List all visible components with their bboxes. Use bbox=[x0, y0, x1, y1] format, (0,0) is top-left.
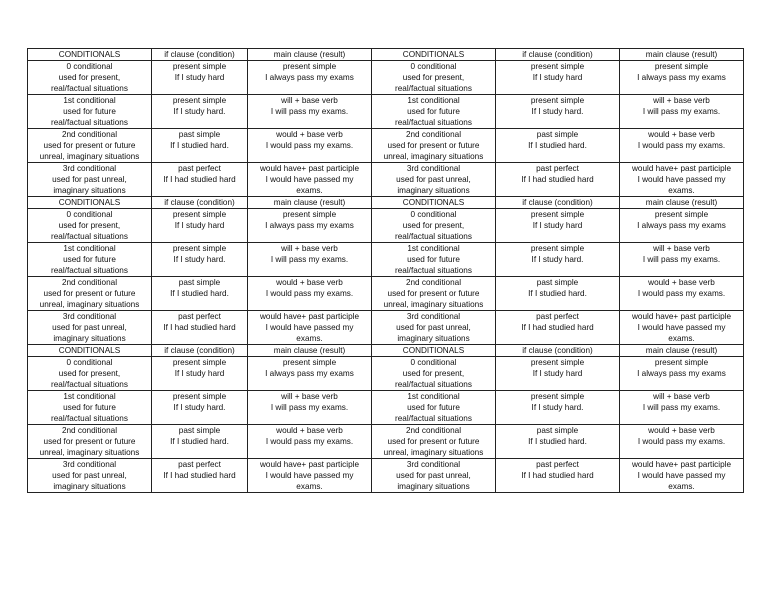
cell-text-line: If I studied hard. bbox=[170, 289, 229, 298]
cell-text-line: used for past unreal, bbox=[396, 175, 471, 184]
main-clause-cell bbox=[620, 95, 744, 129]
main-clause-cell bbox=[248, 163, 372, 197]
cell-text-line: I would have passed my bbox=[637, 323, 726, 332]
cell-text-line: used for present or future bbox=[43, 289, 136, 298]
cell-text-line: will + base verb bbox=[653, 392, 710, 401]
main-clause-cell bbox=[248, 311, 372, 345]
main-clause-cell bbox=[620, 425, 744, 459]
cell-text-line: present simple bbox=[172, 96, 227, 105]
main-clause-cell bbox=[248, 243, 372, 277]
cell-text-line: present simple bbox=[530, 62, 585, 71]
cell-text-line: present simple bbox=[654, 62, 709, 71]
cell-text-line: used for past unreal, bbox=[396, 323, 471, 332]
if-clause-cell bbox=[496, 163, 620, 197]
cell-text-line: unreal, imaginary situations bbox=[383, 300, 484, 309]
cell-text-line: used for present or future bbox=[387, 141, 480, 150]
cell-text-line: present simple bbox=[172, 244, 227, 253]
table-row bbox=[28, 243, 744, 277]
cell-text-line: would have+ past participle bbox=[632, 312, 731, 321]
cell-text-line: used for future bbox=[63, 255, 116, 264]
table-row bbox=[28, 311, 744, 345]
cell-text-line: past perfect bbox=[536, 164, 579, 173]
conditional-cell bbox=[372, 163, 496, 197]
cell-text-line: If I studied hard. bbox=[528, 141, 587, 150]
conditional-cell bbox=[372, 243, 496, 277]
if-clause-cell bbox=[152, 129, 248, 163]
cell-text-line: If I had studied hard bbox=[521, 175, 594, 184]
conditional-cell bbox=[28, 129, 152, 163]
if-clause-cell bbox=[496, 357, 620, 391]
cell-text-line: I will pass my exams. bbox=[270, 107, 349, 116]
cell-text-line: If I study hard. bbox=[173, 255, 226, 264]
cell-text-line: past simple bbox=[536, 130, 579, 139]
cell-text-line: 1st conditional bbox=[63, 96, 116, 105]
cell-text-line: exams. bbox=[668, 186, 695, 195]
cell-text-line: If I study hard bbox=[532, 369, 583, 378]
cell-text-line: I will pass my exams. bbox=[642, 107, 721, 116]
cell-text-line: If I had studied hard bbox=[163, 323, 236, 332]
if-clause-cell bbox=[152, 391, 248, 425]
cell-text-line: real/factual situations bbox=[395, 118, 472, 127]
cell-text-line: will + base verb bbox=[653, 244, 710, 253]
cell-text-line: will + base verb bbox=[281, 392, 338, 401]
if-clause-cell bbox=[496, 277, 620, 311]
cell-text-line: would + base verb bbox=[276, 426, 343, 435]
header-cell: CONDITIONALS bbox=[28, 345, 152, 357]
cell-text-line: I would pass my exams. bbox=[637, 289, 726, 298]
conditional-cell bbox=[28, 243, 152, 277]
table-row bbox=[28, 129, 744, 163]
cell-text-line: I will pass my exams. bbox=[642, 403, 721, 412]
cell-text-line: If I study hard bbox=[174, 73, 225, 82]
conditional-cell bbox=[28, 95, 152, 129]
header-cell: CONDITIONALS bbox=[28, 49, 152, 61]
cell-text-line: present simple bbox=[282, 358, 337, 367]
cell-text-line: 0 conditional bbox=[66, 210, 113, 219]
header-cell: if clause (condition) bbox=[152, 49, 248, 61]
if-clause-cell bbox=[496, 129, 620, 163]
cell-text-line: would have+ past participle bbox=[260, 460, 359, 469]
conditionals-table bbox=[27, 48, 744, 493]
cell-text-line: would + base verb bbox=[648, 426, 715, 435]
header-cell: CONDITIONALS bbox=[372, 197, 496, 209]
header-cell: main clause (result) bbox=[620, 197, 744, 209]
cell-text-line: I would pass my exams. bbox=[265, 141, 354, 150]
conditional-cell bbox=[28, 357, 152, 391]
if-clause-cell bbox=[496, 61, 620, 95]
cell-text-line: past perfect bbox=[178, 460, 221, 469]
main-clause-cell bbox=[248, 357, 372, 391]
cell-text-line: 2nd conditional bbox=[405, 278, 462, 287]
cell-text-line: would + base verb bbox=[276, 278, 343, 287]
cell-text-line: present simple bbox=[654, 210, 709, 219]
cell-text-line: past perfect bbox=[536, 460, 579, 469]
cell-text-line: 0 conditional bbox=[410, 358, 457, 367]
cell-text-line: exams. bbox=[296, 334, 323, 343]
table-row bbox=[28, 163, 744, 197]
cell-text-line: 1st conditional bbox=[407, 244, 460, 253]
cell-text-line: real/factual situations bbox=[395, 84, 472, 93]
cell-text-line: present simple bbox=[282, 210, 337, 219]
cell-text-line: used for present or future bbox=[43, 437, 136, 446]
header-row bbox=[28, 197, 744, 209]
cell-text-line: 1st conditional bbox=[63, 392, 116, 401]
cell-text-line: real/factual situations bbox=[51, 118, 128, 127]
cell-text-line: I will pass my exams. bbox=[270, 403, 349, 412]
cell-text-line: unreal, imaginary situations bbox=[39, 300, 140, 309]
main-clause-cell bbox=[248, 209, 372, 243]
cell-text-line: I would have passed my bbox=[265, 471, 354, 480]
cell-text-line: I always pass my exams bbox=[265, 221, 354, 230]
cell-text-line: imaginary situations bbox=[397, 334, 470, 343]
cell-text-line: real/factual situations bbox=[395, 380, 472, 389]
if-clause-cell bbox=[152, 209, 248, 243]
cell-text-line: I will pass my exams. bbox=[270, 255, 349, 264]
cell-text-line: used for past unreal, bbox=[52, 175, 127, 184]
if-clause-cell bbox=[152, 357, 248, 391]
if-clause-cell bbox=[152, 459, 248, 493]
main-clause-cell bbox=[620, 61, 744, 95]
cell-text-line: unreal, imaginary situations bbox=[39, 152, 140, 161]
if-clause-cell bbox=[496, 459, 620, 493]
cell-text-line: 3rd conditional bbox=[406, 312, 461, 321]
cell-text-line: real/factual situations bbox=[395, 232, 472, 241]
if-clause-cell bbox=[152, 163, 248, 197]
table-row bbox=[28, 277, 744, 311]
if-clause-cell bbox=[152, 95, 248, 129]
cell-text-line: I would pass my exams. bbox=[637, 437, 726, 446]
conditional-cell bbox=[372, 311, 496, 345]
cell-text-line: used for past unreal, bbox=[52, 471, 127, 480]
cell-text-line: 2nd conditional bbox=[405, 426, 462, 435]
header-row bbox=[28, 49, 744, 61]
cell-text-line: past simple bbox=[536, 426, 579, 435]
cell-text-line: unreal, imaginary situations bbox=[383, 152, 484, 161]
cell-text-line: 3rd conditional bbox=[62, 460, 117, 469]
cell-text-line: 3rd conditional bbox=[406, 164, 461, 173]
cell-text-line: I always pass my exams bbox=[637, 221, 726, 230]
cell-text-line: used for present or future bbox=[387, 437, 480, 446]
if-clause-cell bbox=[152, 311, 248, 345]
cell-text-line: unreal, imaginary situations bbox=[39, 448, 140, 457]
cell-text-line: used for future bbox=[407, 107, 460, 116]
cell-text-line: I would have passed my bbox=[265, 175, 354, 184]
cell-text-line: If I study hard. bbox=[531, 107, 584, 116]
cell-text-line: used for present or future bbox=[43, 141, 136, 150]
cell-text-line: If I studied hard. bbox=[528, 437, 587, 446]
cell-text-line: will + base verb bbox=[281, 96, 338, 105]
cell-text-line: imaginary situations bbox=[397, 482, 470, 491]
cell-text-line: I would have passed my bbox=[637, 471, 726, 480]
cell-text-line: imaginary situations bbox=[53, 186, 126, 195]
cell-text-line: I always pass my exams bbox=[265, 73, 354, 82]
cell-text-line: imaginary situations bbox=[53, 482, 126, 491]
if-clause-cell bbox=[496, 391, 620, 425]
if-clause-cell bbox=[496, 209, 620, 243]
main-clause-cell bbox=[620, 209, 744, 243]
cell-text-line: 2nd conditional bbox=[61, 426, 118, 435]
cell-text-line: past simple bbox=[536, 278, 579, 287]
cell-text-line: imaginary situations bbox=[397, 186, 470, 195]
table-row bbox=[28, 95, 744, 129]
cell-text-line: If I study hard. bbox=[173, 403, 226, 412]
conditional-cell bbox=[28, 311, 152, 345]
cell-text-line: used for present, bbox=[58, 369, 121, 378]
header-cell: main clause (result) bbox=[248, 197, 372, 209]
cell-text-line: would have+ past participle bbox=[632, 460, 731, 469]
conditional-cell bbox=[372, 209, 496, 243]
cell-text-line: 2nd conditional bbox=[61, 130, 118, 139]
conditional-cell bbox=[372, 357, 496, 391]
if-clause-cell bbox=[152, 425, 248, 459]
cell-text-line: unreal, imaginary situations bbox=[383, 448, 484, 457]
if-clause-cell bbox=[496, 425, 620, 459]
cell-text-line: present simple bbox=[282, 62, 337, 71]
conditional-cell bbox=[372, 95, 496, 129]
if-clause-cell bbox=[496, 243, 620, 277]
main-clause-cell bbox=[620, 277, 744, 311]
main-clause-cell bbox=[620, 243, 744, 277]
main-clause-cell bbox=[248, 95, 372, 129]
cell-text-line: used for past unreal, bbox=[396, 471, 471, 480]
cell-text-line: 1st conditional bbox=[407, 96, 460, 105]
cell-text-line: I would pass my exams. bbox=[265, 437, 354, 446]
table-row bbox=[28, 425, 744, 459]
cell-text-line: used for present, bbox=[58, 221, 121, 230]
cell-text-line: exams. bbox=[296, 482, 323, 491]
cell-text-line: If I study hard bbox=[174, 221, 225, 230]
cell-text-line: past simple bbox=[178, 130, 221, 139]
cell-text-line: present simple bbox=[654, 358, 709, 367]
main-clause-cell bbox=[248, 459, 372, 493]
cell-text-line: If I studied hard. bbox=[528, 289, 587, 298]
cell-text-line: used for present or future bbox=[387, 289, 480, 298]
cell-text-line: present simple bbox=[530, 210, 585, 219]
cell-text-line: If I studied hard. bbox=[170, 437, 229, 446]
conditional-cell bbox=[372, 129, 496, 163]
cell-text-line: 0 conditional bbox=[410, 210, 457, 219]
cell-text-line: past perfect bbox=[178, 164, 221, 173]
main-clause-cell bbox=[620, 459, 744, 493]
cell-text-line: If I study hard. bbox=[531, 403, 584, 412]
conditional-cell bbox=[28, 391, 152, 425]
main-clause-cell bbox=[620, 163, 744, 197]
cell-text-line: real/factual situations bbox=[395, 414, 472, 423]
main-clause-cell bbox=[248, 391, 372, 425]
cell-text-line: I would pass my exams. bbox=[637, 141, 726, 150]
header-cell: CONDITIONALS bbox=[28, 197, 152, 209]
cell-text-line: If I study hard bbox=[532, 221, 583, 230]
cell-text-line: I will pass my exams. bbox=[642, 255, 721, 264]
cell-text-line: 1st conditional bbox=[407, 392, 460, 401]
conditional-cell bbox=[372, 277, 496, 311]
cell-text-line: I always pass my exams bbox=[265, 369, 354, 378]
table-row bbox=[28, 459, 744, 493]
conditional-cell bbox=[28, 61, 152, 95]
cell-text-line: If I had studied hard bbox=[521, 471, 594, 480]
cell-text-line: past simple bbox=[178, 426, 221, 435]
cell-text-line: If I had studied hard bbox=[521, 323, 594, 332]
header-row bbox=[28, 345, 744, 357]
cell-text-line: present simple bbox=[530, 392, 585, 401]
cell-text-line: 0 conditional bbox=[66, 358, 113, 367]
cell-text-line: 0 conditional bbox=[66, 62, 113, 71]
header-cell: if clause (condition) bbox=[152, 345, 248, 357]
cell-text-line: If I study hard bbox=[532, 73, 583, 82]
cell-text-line: If I had studied hard bbox=[163, 471, 236, 480]
cell-text-line: used for present, bbox=[402, 369, 465, 378]
cell-text-line: present simple bbox=[172, 210, 227, 219]
cell-text-line: present simple bbox=[530, 96, 585, 105]
header-cell: main clause (result) bbox=[248, 345, 372, 357]
cell-text-line: used for future bbox=[407, 403, 460, 412]
cell-text-line: 3rd conditional bbox=[62, 164, 117, 173]
cell-text-line: 1st conditional bbox=[63, 244, 116, 253]
cell-text-line: 2nd conditional bbox=[405, 130, 462, 139]
cell-text-line: present simple bbox=[172, 392, 227, 401]
cell-text-line: I always pass my exams bbox=[637, 73, 726, 82]
cell-text-line: I always pass my exams bbox=[637, 369, 726, 378]
cell-text-line: real/factual situations bbox=[51, 266, 128, 275]
header-cell: main clause (result) bbox=[620, 345, 744, 357]
main-clause-cell bbox=[248, 61, 372, 95]
cell-text-line: used for present, bbox=[58, 73, 121, 82]
if-clause-cell bbox=[496, 95, 620, 129]
conditional-cell bbox=[28, 209, 152, 243]
header-cell: if clause (condition) bbox=[152, 197, 248, 209]
cell-text-line: If I had studied hard bbox=[163, 175, 236, 184]
header-cell: main clause (result) bbox=[248, 49, 372, 61]
conditional-cell bbox=[28, 425, 152, 459]
main-clause-cell bbox=[620, 357, 744, 391]
header-cell: if clause (condition) bbox=[496, 49, 620, 61]
header-cell: if clause (condition) bbox=[496, 345, 620, 357]
cell-text-line: would have+ past participle bbox=[632, 164, 731, 173]
cell-text-line: would have+ past participle bbox=[260, 312, 359, 321]
cell-text-line: would + base verb bbox=[276, 130, 343, 139]
cell-text-line: present simple bbox=[530, 244, 585, 253]
cell-text-line: 3rd conditional bbox=[62, 312, 117, 321]
cell-text-line: past perfect bbox=[536, 312, 579, 321]
cell-text-line: would have+ past participle bbox=[260, 164, 359, 173]
cell-text-line: used for present, bbox=[402, 73, 465, 82]
cell-text-line: I would pass my exams. bbox=[265, 289, 354, 298]
table-row bbox=[28, 391, 744, 425]
cell-text-line: will + base verb bbox=[281, 244, 338, 253]
cell-text-line: would + base verb bbox=[648, 130, 715, 139]
cell-text-line: used for present, bbox=[402, 221, 465, 230]
cell-text-line: I would have passed my bbox=[265, 323, 354, 332]
main-clause-cell bbox=[248, 129, 372, 163]
header-cell: CONDITIONALS bbox=[372, 345, 496, 357]
table-row bbox=[28, 357, 744, 391]
if-clause-cell bbox=[152, 61, 248, 95]
main-clause-cell bbox=[620, 311, 744, 345]
header-cell: CONDITIONALS bbox=[372, 49, 496, 61]
cell-text-line: used for future bbox=[63, 107, 116, 116]
header-cell: if clause (condition) bbox=[496, 197, 620, 209]
conditional-cell bbox=[372, 459, 496, 493]
if-clause-cell bbox=[496, 311, 620, 345]
conditional-cell bbox=[372, 425, 496, 459]
table-row bbox=[28, 209, 744, 243]
cell-text-line: would + base verb bbox=[648, 278, 715, 287]
cell-text-line: imaginary situations bbox=[53, 334, 126, 343]
if-clause-cell bbox=[152, 277, 248, 311]
main-clause-cell bbox=[620, 391, 744, 425]
cell-text-line: exams. bbox=[668, 334, 695, 343]
if-clause-cell bbox=[152, 243, 248, 277]
main-clause-cell bbox=[248, 277, 372, 311]
cell-text-line: real/factual situations bbox=[51, 414, 128, 423]
cell-text-line: 2nd conditional bbox=[61, 278, 118, 287]
cell-text-line: If I studied hard. bbox=[170, 141, 229, 150]
conditional-cell bbox=[28, 277, 152, 311]
header-cell: main clause (result) bbox=[620, 49, 744, 61]
cell-text-line: real/factual situations bbox=[51, 232, 128, 241]
cell-text-line: I would have passed my bbox=[637, 175, 726, 184]
cell-text-line: If I study hard. bbox=[531, 255, 584, 264]
cell-text-line: exams. bbox=[668, 482, 695, 491]
conditional-cell bbox=[372, 391, 496, 425]
cell-text-line: past simple bbox=[178, 278, 221, 287]
conditional-cell bbox=[28, 163, 152, 197]
cell-text-line: used for future bbox=[63, 403, 116, 412]
cell-text-line: real/factual situations bbox=[395, 266, 472, 275]
cell-text-line: used for future bbox=[407, 255, 460, 264]
cell-text-line: If I study hard. bbox=[173, 107, 226, 116]
cell-text-line: will + base verb bbox=[653, 96, 710, 105]
main-clause-cell bbox=[248, 425, 372, 459]
cell-text-line: 0 conditional bbox=[410, 62, 457, 71]
cell-text-line: present simple bbox=[172, 62, 227, 71]
cell-text-line: exams. bbox=[296, 186, 323, 195]
cell-text-line: present simple bbox=[172, 358, 227, 367]
main-clause-cell bbox=[620, 129, 744, 163]
cell-text-line: past perfect bbox=[178, 312, 221, 321]
cell-text-line: If I study hard bbox=[174, 369, 225, 378]
cell-text-line: 3rd conditional bbox=[406, 460, 461, 469]
cell-text-line: present simple bbox=[530, 358, 585, 367]
table-row bbox=[28, 61, 744, 95]
conditional-cell bbox=[372, 61, 496, 95]
cell-text-line: real/factual situations bbox=[51, 380, 128, 389]
cell-text-line: real/factual situations bbox=[51, 84, 128, 93]
conditional-cell bbox=[28, 459, 152, 493]
cell-text-line: used for past unreal, bbox=[52, 323, 127, 332]
